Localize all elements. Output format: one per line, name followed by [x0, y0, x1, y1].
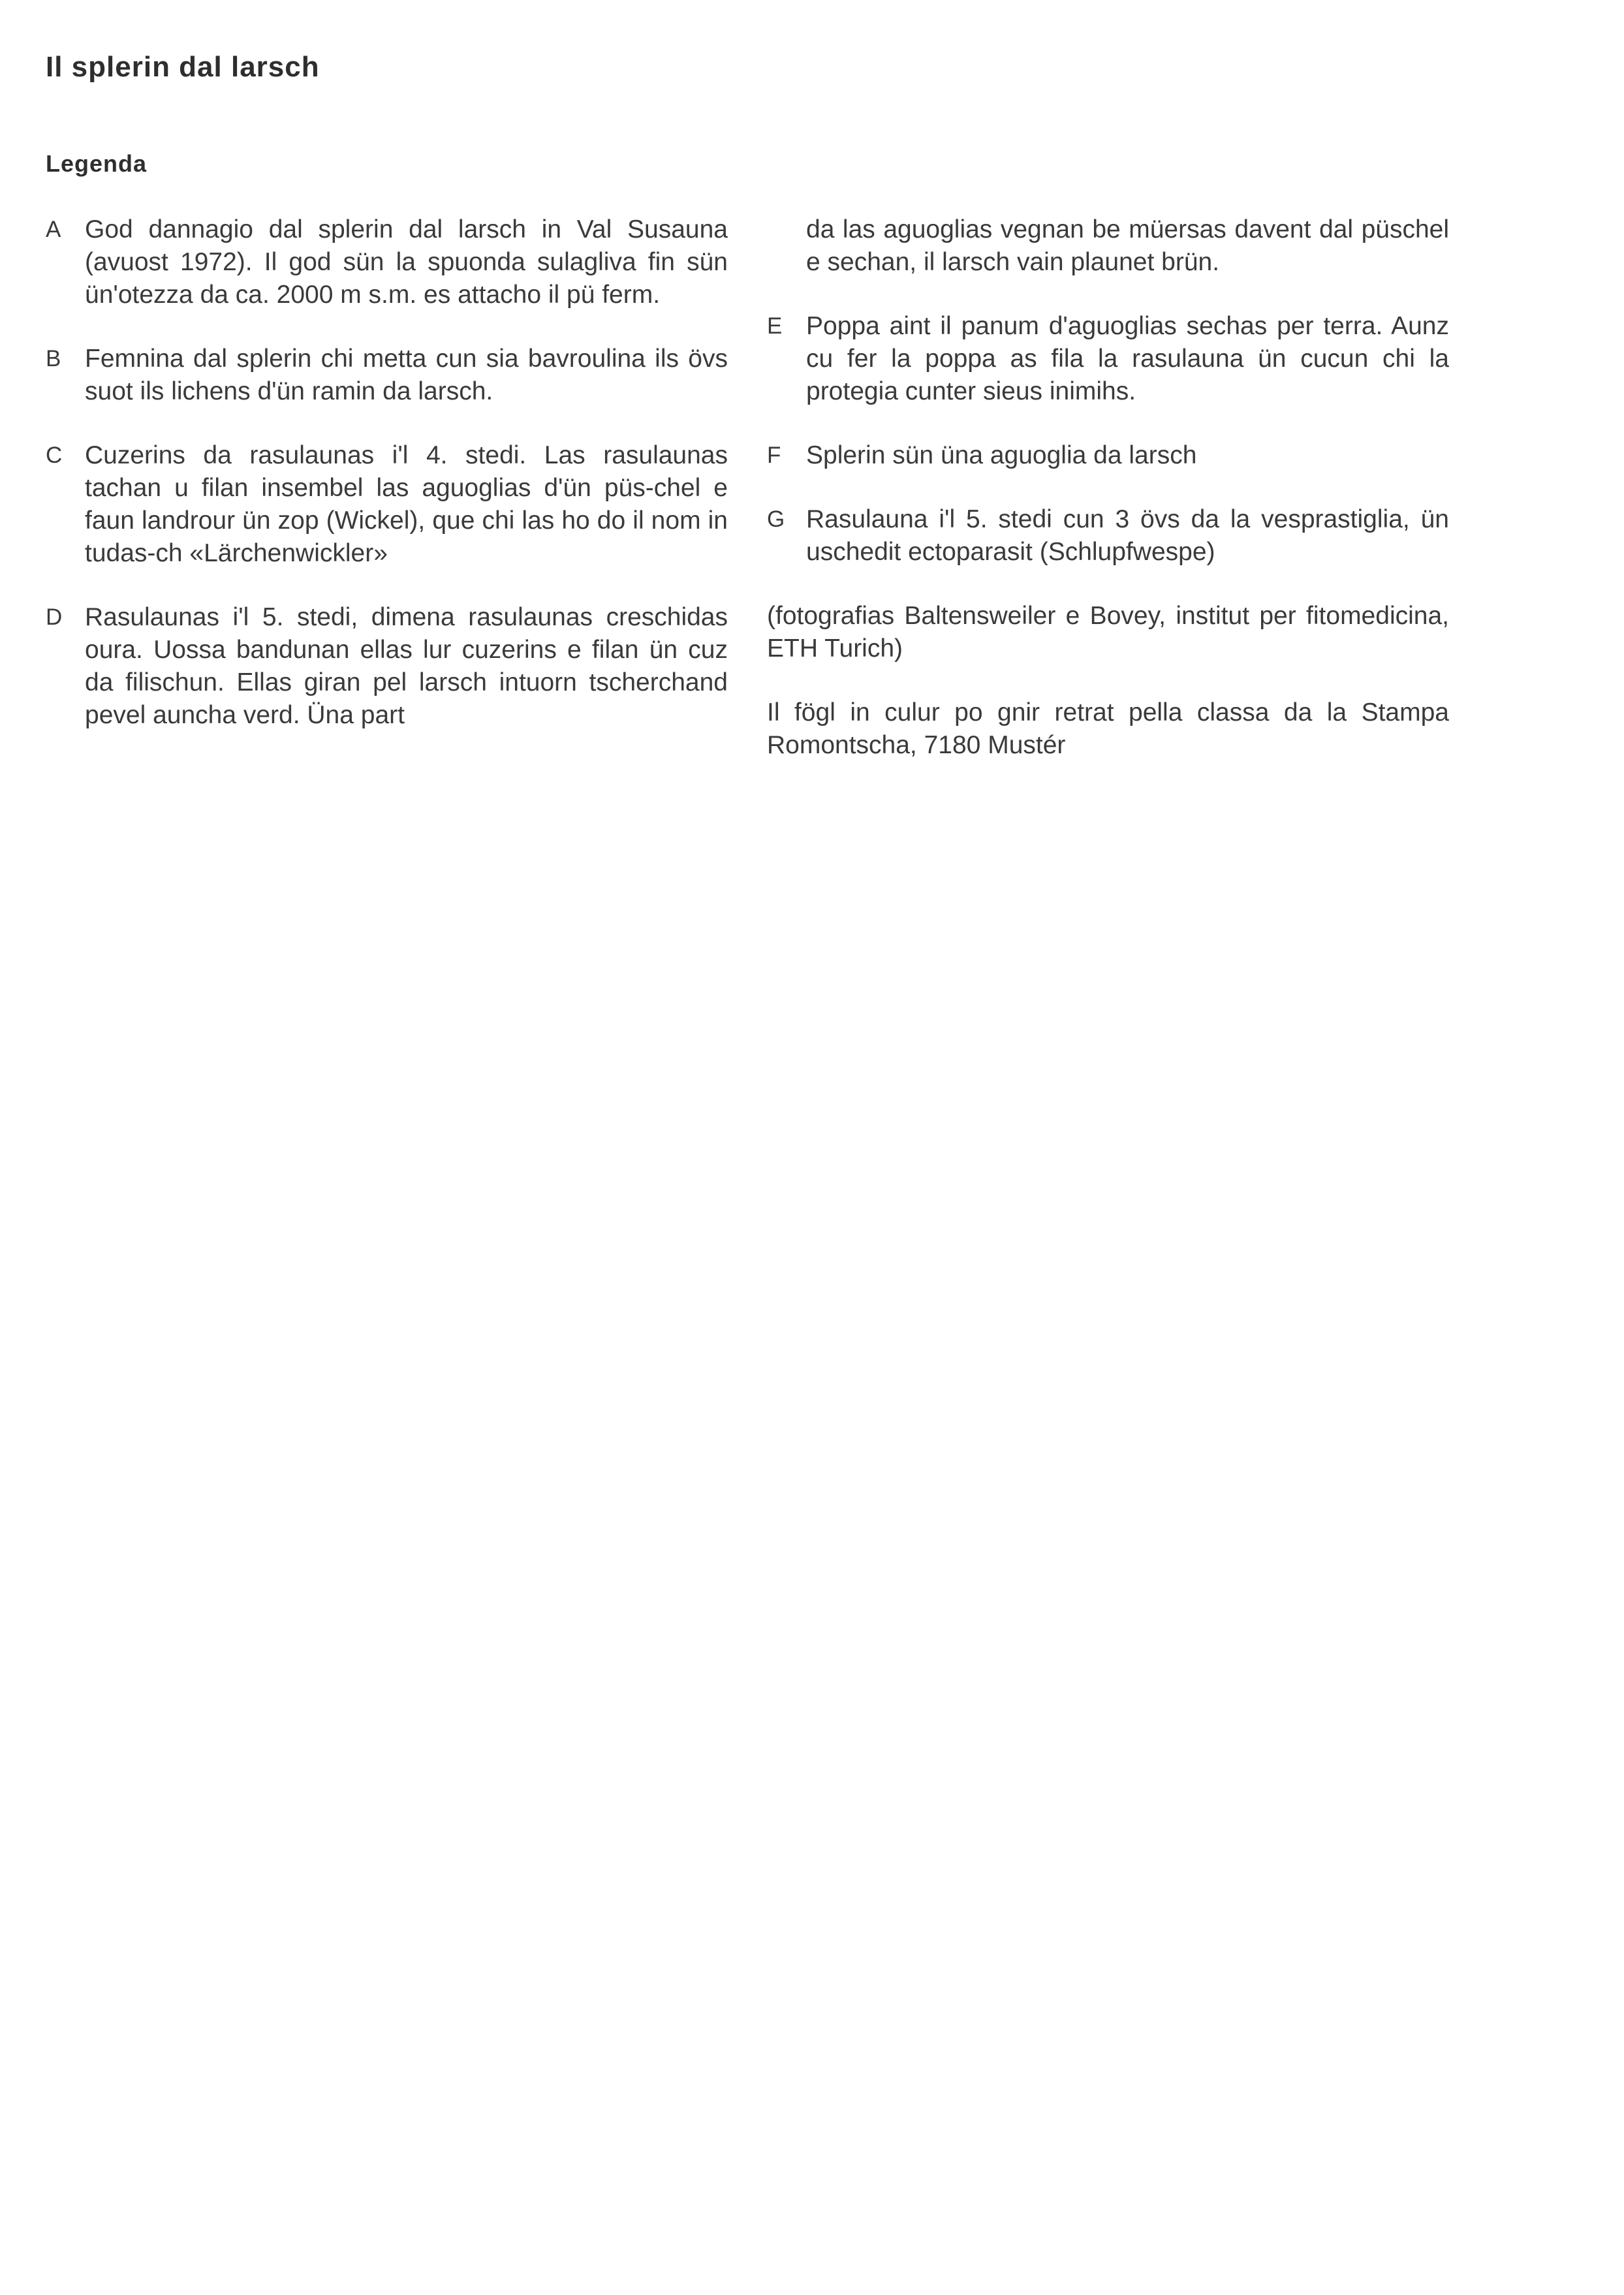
- legend-entry-d-continuation: da las aguoglias vegnan be müersas davent dal püschel e sechan, il larsch vain plaunet brün.: [806, 215, 1449, 276]
- legend-letter: C: [46, 443, 63, 468]
- legend-left-column: [46, 213, 728, 763]
- page-title: Il splerin dal larsch: [46, 51, 320, 83]
- legend-letter: F: [767, 443, 781, 468]
- legend-entry-f: [767, 439, 1449, 472]
- legend-text: God dannagio dal splerin dal larsch in Val Susauna (avuost 1972). Il god sün la spuonda sulagliva fin sün ün'otezza da ca. 2000 m s.m. es attacho il pü ferm.: [85, 215, 728, 309]
- legend-text: Femnina dal splerin chi metta cun sia bavroulina ils övs suot ils lichens d'ün ramin da larsch.: [85, 345, 728, 405]
- legend-entry-g: [767, 503, 1449, 569]
- legend-text: Cuzerins da rasulaunas i'l 4. stedi. Las rasulaunas tachan u filan insembel las aguoglias d'ün püs-chel e faun landrour ün zop (Wickel), que chi las ho do il nom in tudas-ch «Lärchenwickler»: [85, 441, 728, 567]
- legend-text: Rasulauna i'l 5. stedi cun 3 övs da la vesprastiglia, ün uschedit ectoparasit (Schlupfwespe): [806, 505, 1449, 566]
- legend-letter: B: [46, 346, 61, 371]
- legend-letter: D: [46, 604, 63, 630]
- legend-entry-e: [767, 310, 1449, 408]
- legend-letter: G: [767, 507, 785, 532]
- legend-text: Rasulaunas i'l 5. stedi, dimena rasulaunas creschidas oura. Uossa bandunan ellas lur cuzerins e filan ün cuz da filischun. Ellas giran pel larsch intuorn tscherchand pevel auncha verd. Üna part: [85, 603, 728, 729]
- legend-right-column: [767, 213, 1449, 793]
- photo-credits: (fotografias Baltensweiler e Bovey, institut per fitomedicina, ETH Turich): [767, 602, 1449, 663]
- legend-entry-c: [46, 439, 728, 570]
- legend-heading: Legenda: [46, 150, 148, 177]
- legend-entry-d: [46, 601, 728, 732]
- legend-entry-a: [46, 213, 728, 311]
- legend-text: Splerin sün üna aguoglia da larsch: [806, 441, 1197, 469]
- order-note: Il fögl in culur po gnir retrat pella classa da la Stampa Romontscha, 7180 Mustér: [767, 698, 1449, 759]
- legend-text: Poppa aint il panum d'aguoglias sechas per terra. Aunz cu fer la poppa as fila la rasulauna ün cucun chi la protegia cunter sieus inimihs.: [806, 312, 1449, 405]
- legend-letter: E: [767, 313, 783, 339]
- legend-letter: A: [46, 217, 61, 242]
- legend-entry-b: [46, 343, 728, 408]
